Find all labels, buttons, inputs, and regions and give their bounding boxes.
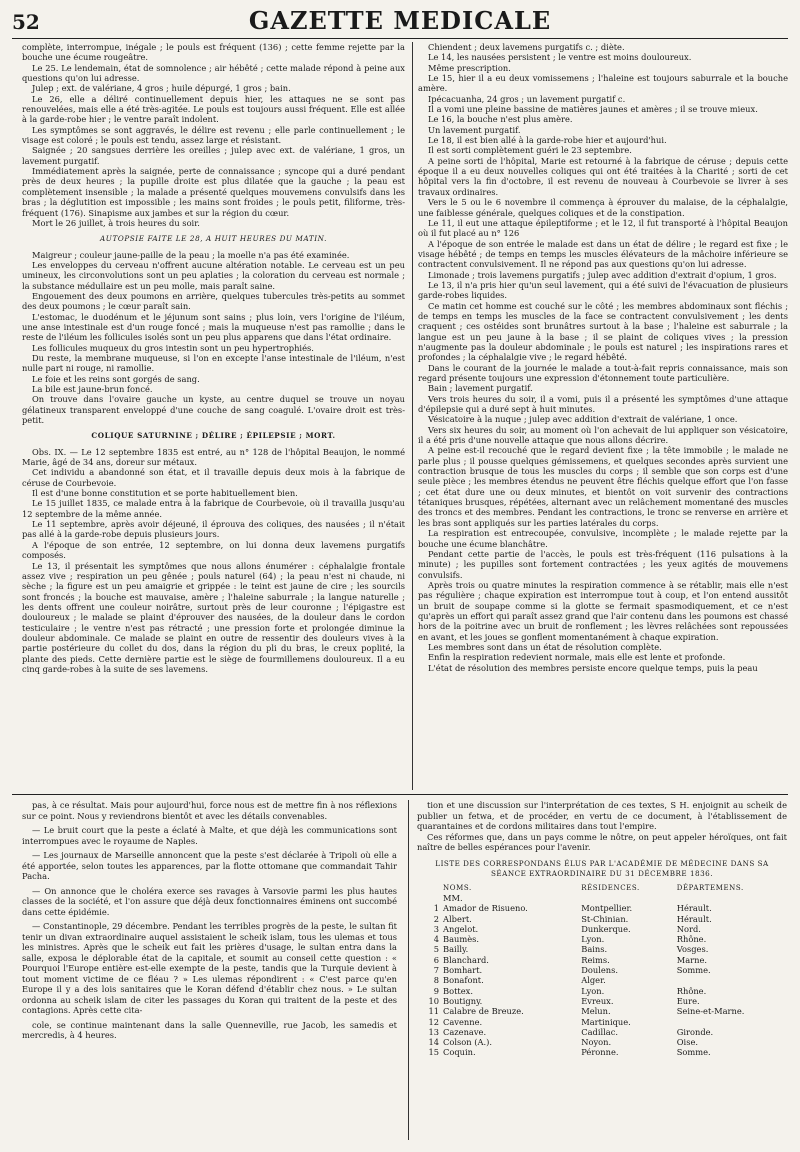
correspondent-department: Somme.: [676, 1047, 711, 1058]
correspondents-rows: [417, 903, 787, 1057]
paragraph: Dans le courant de la journée le malade a tout-à-fait repris connaissance, mais son regard présente toujours une expression d'étonnement toute particulière.: [418, 362, 788, 383]
paragraph: Chiendent ; deux lavemens purgatifs c. ; diète.: [428, 42, 625, 52]
paragraph: Les symptômes se sont aggravés, le délire est revenu ; elle parle continuellement ; le visage est coloré ; le pouls est tendu, assez large et résistant.: [22, 124, 405, 146]
section-rule: [12, 794, 788, 795]
correspondents-table: [417, 881, 787, 1058]
correspondent-residence: Péronne.: [581, 1047, 619, 1058]
correspondent-residence: Doulens.: [581, 965, 619, 976]
paragraph: — Le bruit court que la peste a éclaté à Malte, et que déjà les communications sont interrompues avec le royaume de Naples.: [22, 825, 397, 846]
col-header-residences: RÉSIDENCES.: [581, 883, 640, 892]
paragraph: A l'époque de son entrée, 12 septembre, on lui donna deux lavemens purgatifs composés.: [22, 539, 405, 561]
paragraph: Le 26, elle a déliré continuellement depuis hier, les attaques ne se sont pas renouvelées, mais elle a été très-agitée. Le pouls est toujours aussi fréquent. Elle est allée à la garde-robe hier ; le ventre paraît indolent.: [22, 93, 405, 125]
paragraph: Le 16, la bouche n'est plus amère.: [428, 114, 573, 125]
correspondent-department: Gironde.: [676, 1026, 714, 1037]
correspondent-department: Seine-et-Marne.: [676, 1006, 745, 1017]
paragraph: Maigreur ; couleur jaune-paille de la peau ; la moelle n'a pas été examinée.: [32, 249, 350, 260]
correspondent-department: Vosges.: [676, 944, 709, 955]
paragraph: pas, à ce résultat. Mais pour aujourd'hui, force nous est de mettre fin à nos réflexions sur ce point. Nous y reviendrons bientôt et avec les détails convenables.: [22, 800, 397, 821]
correspondent-name: Bonafont.: [443, 975, 484, 986]
correspondent-department: Rhône.: [676, 934, 707, 945]
paragraph: Le 25. Le lendemain, état de somnolence ; air hébêté ; cette malade répond à peine aux questions qu'on lui adresse.: [22, 62, 405, 84]
correspondent-residence: Alger.: [581, 975, 606, 986]
paragraph: — On annonce que le choléra exerce ses ravages à Varsovie parmi les plus hautes classes de la société, et l'on assure que déjà deux fonctionnaires éminens ont succombé dans cette épidémie.: [22, 885, 397, 917]
paragraph: Il a vomi une pleine bassine de matières jaunes et amères ; il se trouve mieux.: [428, 104, 758, 115]
row-number: 4: [433, 934, 439, 945]
paragraph: Du reste, la membrane muqueuse, si l'on en excepte l'anse intestinale de l'iléum, n'est nulle part ni rouge, ni ramollie.: [22, 352, 405, 374]
correspondent-name: Calabre de Breuze.: [443, 1006, 524, 1017]
paragraph: Les membres sont dans un état de résolution complète.: [428, 641, 662, 652]
left-column-section-a: [22, 42, 405, 228]
row-number: 9: [433, 985, 439, 996]
table-row: [417, 986, 787, 996]
table-row: [417, 1037, 787, 1047]
bottom-column-divider: [408, 800, 409, 1140]
correspondent-residence: Dunkerque.: [581, 923, 631, 934]
paragraph: complète, interrompue, inégale ; le pouls est fréquent (136) ; cette femme rejette par la bouche une écume rougeâtre.: [22, 42, 405, 63]
autopsie-heading: AUTOPSIE FAITE LE 28, A HUIT HEURES DU MATIN.: [100, 234, 327, 244]
paragraph: Vésicatoire à la nuque ; julep avec addition d'extrait de valériane, 1 once.: [428, 414, 738, 425]
paragraph: Le 18, il est bien allé à la garde-robe hier et aujourd'hui.: [428, 135, 667, 146]
row-number: 1: [433, 903, 439, 914]
paragraph: A peine sorti de l'hôpital, Marie est retourné à la fabrique de céruse ; depuis cette époque il a eu deux nouvelles coliques qui ont été traitées à la Charité ; sorti de cet hôpital vers la fin d'octobre, il est revenu de nouveau à Courbevoie se livrer à ses travaux ordinaires.: [418, 155, 788, 197]
paragraph: tion et une discussion sur l'interprétation de ces textes, S H. enjoignit au scheik de publier un fetwa, et de procéder, en vertu de ce document, à l'établissement de quarantaines et de cordons militaires dans tout l'empire.: [417, 800, 787, 831]
correspondent-residence: St-Chinian.: [581, 913, 629, 924]
correspondent-residence: Lyon.: [581, 934, 605, 945]
paragraph: On trouve dans l'ovaire gauche un kyste, au centre duquel se trouve un noyau gélatineux transparent enveloppé d'une couche de sang coagulé. L'ovaire droit est très-petit.: [22, 394, 405, 426]
correspondent-residence: Noyon.: [581, 1037, 612, 1048]
paragraph: L'estomac, le duodénum et le jéjunum sont sains ; plus loin, vers l'origine de l'iléum, une anse intestinale est d'un rouge foncé ; mais la muqueuse n'est pas ramollie ; dans le reste de l'iléum les follicules isolés sont un peu plus apparens que dans l'état ordinaire.: [22, 311, 405, 343]
reform-text: [417, 800, 787, 853]
row-number: 15: [428, 1047, 439, 1058]
paragraph: Les enveloppes du cerveau n'offrent aucune altération notable. Le cerveau est un peu umineux, les circonvolutions sont un peu aplaties ; la coloration du cerveau est normale ; la substance médullaire est un peu molle, mais paraît saine.: [22, 259, 405, 291]
paragraph: Les follicules muqueux du gros intestin sont un peu hypertrophiés.: [32, 342, 314, 353]
paragraph: L'état de résolution des membres persiste encore quelque temps, puis la peau: [428, 662, 758, 673]
paragraph: Ce matin cet homme est couché sur le côté ; les membres abdominaux sont fléchis ; de temps en temps les muscles de la face se contractent convulsivement ; les dents craquent ; ces ostéides sont brunâtres surtout à la base ; l'haleine est saburrale ; la langue est un peu jaune à la base ; il se plaint de coliques vives ; la pression n'augmente pas la douleur abdominale ; le pouls est naturel ; les inspirations rares et profondes ; la céphalalgie vive ; le regard hébêté.: [418, 300, 788, 363]
paragraph: Ces réformes que, dans un pays comme le nôtre, on peut appeler héroïques, ont fait naître de belles espérances pour l'avenir.: [417, 831, 787, 852]
paragraph: La bile est jaune-brun foncé.: [32, 384, 153, 394]
table-row: [417, 996, 787, 1006]
table-row: [417, 903, 787, 913]
table-row: [417, 914, 787, 924]
colique-heading: COLIQUE SATURNINE ; DÉLIRE ; ÉPILEPSIE ; MORT.: [91, 431, 336, 441]
left-column-section-c: [22, 447, 405, 675]
row-number: 14: [428, 1037, 439, 1048]
correspondent-name: Boutigny.: [443, 995, 483, 1006]
correspondent-department: [677, 975, 787, 985]
correspondent-name: Albert.: [443, 913, 472, 924]
table-header-row: [417, 881, 787, 894]
correspondent-residence: Montpellier.: [581, 903, 633, 914]
correspondent-name: Baumès.: [443, 934, 480, 945]
table-row: [417, 1047, 787, 1057]
paragraph: Limonade ; trois lavemens purgatifs ; julep avec addition d'extrait d'opium, 1 gros.: [428, 269, 777, 280]
row-number: 3: [433, 923, 439, 934]
paragraph: Le 15 juillet 1835, ce malade entra à la fabrique de Courbevoie, où il travailla jusqu'au 12 septembre de la même année.: [22, 498, 405, 519]
correspondents-list-title: LISTE DES CORRESPONDANS ÉLUS PAR L'ACADÉMIE DE MÉDECINE DANS SA SÉANCE EXTRAORDINAIRE DU 31 DÉCEMBRE 1836.: [435, 858, 769, 878]
correspondent-department: Oise.: [676, 1037, 698, 1048]
table-row: [417, 975, 787, 985]
correspondent-department: Somme.: [676, 965, 711, 976]
correspondent-name: Cavenne.: [443, 1016, 483, 1027]
paragraph: Le 14, les nausées persistent ; le ventre est moins douloureux.: [428, 52, 692, 63]
correspondent-name: Cazenave.: [443, 1026, 487, 1037]
paragraph: cole, se continue maintenant dans la salle Quenneville, rue Jacob, les samedis et mercredis, à 4 heures.: [22, 1019, 397, 1040]
correspondent-department: Hérault.: [676, 913, 712, 924]
column-divider: [412, 42, 413, 790]
paragraph: Après trois ou quatre minutes la respiration commence à se rétablir, mais elle n'est pas régulière ; chaque expiration est interrompue tout à coup, et l'on entend aussitôt un bruit de soupape comme si la glotte se fermait spasmodiquement, et ce n'est qu'après un effort qui paraît assez grand que l'air contenu dans les poumons est chassé hors de la poitrine avec un bruit de ronflement ; les lèvres relâchées sont repoussées en avant, et les joues se gonflent momentanément à chaque expiration.: [418, 579, 788, 642]
correspondent-residence: Martinique.: [581, 1016, 631, 1027]
paragraph: Le 13, il n'a pris hier qu'un seul lavement, qui a été suivi de l'évacuation de plusieurs garde-robes liquides.: [418, 279, 788, 301]
paragraph: Il est d'une bonne constitution et se porte habituellement bien.: [32, 488, 298, 499]
page-header: [12, 6, 788, 36]
correspondent-department: Rhône.: [676, 985, 707, 996]
col-header-departments: DÉPARTEMENS.: [676, 883, 744, 892]
paragraph: Il est sorti complètement guéri le 23 septembre.: [428, 145, 632, 156]
right-column: [418, 42, 788, 790]
table-row: [417, 1027, 787, 1037]
table-row: [417, 965, 787, 975]
correspondent-name: Blanchard.: [443, 954, 489, 965]
paragraph: Le foie et les reins sont gorgés de sang.: [32, 373, 200, 384]
paragraph: Le 15, hier il a eu deux vomissemens ; l'haleine est toujours saburrale et la bouche amère.: [418, 73, 788, 94]
left-column-section-b: [22, 250, 405, 426]
paragraph: A l'époque de son entrée le malade est dans un état de délire ; le regard est fixe ; le visage hébêté ; de temps en temps les muscles élévateurs de la mâchoire inférieure se contractent convulsivement. Il ne répond pas aux questions qu'on lui adresse.: [418, 238, 788, 270]
right-column-body: [418, 42, 788, 673]
page-number: 52: [12, 10, 40, 34]
col-header-names: NOMS.: [443, 883, 472, 892]
correspondent-name: Coquin.: [443, 1047, 476, 1058]
mm-row: [417, 893, 787, 903]
correspondent-residence: Evreux.: [581, 995, 614, 1006]
paragraph: Le 11, il eut une attaque épileptiforme ; et le 12, il fut transporté à l'hôpital Beaujon où il fut placé au n° 126: [418, 217, 788, 239]
correspondents-column: [417, 800, 787, 1140]
news-column: [22, 800, 397, 1140]
paragraph: Même prescription.: [428, 62, 511, 73]
paragraph: Obs. IX. — Le 12 septembre 1835 est entré, au n° 128 de l'hôpital Beaujon, le nommé Marie, âgé de 34 ans, doreur sur métaux.: [22, 446, 405, 468]
paragraph: Un lavement purgatif.: [428, 124, 521, 135]
paragraph: Cet individu a abandonné son état, et il travaille depuis deux mois à la fabrique de céruse de Courbevoie.: [22, 467, 405, 488]
paragraph: Le 13, il présentait les symptômes que nous allons énumérer : céphalalgie frontale assez vive ; respiration un peu gênée ; pouls naturel (64) ; la peau n'est ni chaude, ni sèche ; la figure est un peu amaigrie et grippée : le teint est jaune de cire ; les sourcils sont froncés ; la bouche est mauvaise, amère ; l'haleine saburrale ; la langue naturelle ; les dents offrent une couleur noirâtre, surtout près de leur couronne ; l'épigastre est douloureux ; le malade se plaint d'éprouver des nausées, de la douleur dans le cordon testiculaire ; le ventre n'est pas rétracté ; une pression forte et prolongée diminue la douleur abdominale. Ce malade se plaint en outre de ressentir des douleurs vives à la partie postérieure du collet du dos, dans la région du pli du bras, le creux poplité, la plante des pieds. Cette dernière partie est le siège de fourmillemens douloureux. Il a eu cinq garde-robes à la suite de ses lavemens.: [22, 560, 405, 674]
paragraph: La respiration est entrecoupée, convulsive, incomplète ; le malade rejette par la bouche une écume blanchâtre.: [418, 528, 788, 549]
paragraph: Julep ; ext. de valériane, 4 gros ; huile dépurgé, 1 gros ; bain.: [32, 83, 291, 94]
paragraph: Le 11 septembre, après avoir déjeuné, il éprouva des coliques, des nausées ; il n'était pas allé à la garde-robe depuis plusieurs jours.: [22, 519, 405, 540]
row-number: 13: [428, 1026, 439, 1037]
correspondent-residence: Lyon.: [581, 985, 605, 996]
table-row: [417, 934, 787, 944]
row-number: 12: [428, 1016, 439, 1027]
correspondent-department: Nord.: [676, 923, 701, 934]
paragraph: Saignée ; 20 sangsues derrière les oreilles ; julep avec ext. de valériane, 1 gros, un lavement purgatif.: [22, 145, 405, 166]
table-row: [417, 955, 787, 965]
paragraph: Vers le 5 ou le 6 novembre il commença à éprouver du malaise, de la céphalalgie, une faiblesse générale, quelques coliques et de la constipation.: [418, 197, 788, 218]
paragraph: — Constantinople, 29 décembre. Pendant les terribles progrès de la peste, le sultan fit tenir un divan extraordinaire auquel assistaient le scheik islam, tous les ulemas et tous les ministres. Après que le scheik eut fait les prières d'usage, le sultan entra dans la salle, exposa le déplorable état de la capitale, et soumit au conseil cette question : « Pourquoi l'Europe entière est-elle exempte de la peste, tandis que la Turquie devient à tout moment victime de ce fléau ? » Les ulemas répondirent : « C'est parce qu'en Europe il y a des lois sanitaires que le Koran défend d'établir chez nous. » Le sultan ordonna au scheik islam de citer les passages du Koran qui traitent de la peste et des contagions. Après cette cita-: [22, 921, 397, 1015]
table-row: [417, 944, 787, 954]
correspondent-department: Hérault.: [676, 903, 712, 914]
correspondent-name: Bottex.: [443, 985, 473, 996]
correspondent-residence: Bains.: [581, 944, 608, 955]
paragraph: Vers trois heures du soir, il a vomi, puis il a présenté les symptômes d'une attaque d'épilepsie qui a duré sept à huit minutes.: [418, 393, 788, 415]
correspondent-department: Marne.: [676, 954, 708, 965]
paragraph: Pendant cette partie de l'accès, le pouls est très-fréquent (116 pulsations à la minute) ; les pupilles sont fortement contractées ; les yeux agités de mouvemens convulsifs.: [418, 548, 788, 580]
correspondent-name: Bailly.: [443, 944, 469, 955]
row-number: 8: [433, 975, 439, 986]
correspondent-residence: Reims.: [581, 954, 610, 965]
row-number: 10: [428, 995, 439, 1006]
news-body: [22, 800, 397, 1041]
correspondent-name: Colson (A.).: [443, 1037, 492, 1048]
paragraph: Vers six heures du soir, au moment où l'on achevait de lui appliquer son vésicatoire, il a été pris d'une nouvelle attaque que nous allons décrire.: [418, 424, 788, 446]
correspondent-name: Bomhart.: [443, 965, 483, 976]
paragraph: Ipécacuanha, 24 gros ; un lavement purgatif c.: [428, 93, 626, 104]
table-row: [417, 1006, 787, 1016]
masthead-title: GAZETTE MEDICALE: [248, 6, 552, 35]
table-row: [417, 1017, 787, 1027]
row-number: 2: [433, 913, 439, 924]
paragraph: Immédiatement après la saignée, perte de connaissance ; syncope qui a duré pendant près de deux heures ; la pupille droite est plus dilatée que la gauche ; la peau est complètement insensible ; la malade a présenté quelques mouvemens convulsifs dans les bras ; la déglutition est impossible ; les mains sont froides ; le pouls petit, filiforme, très-fréquent (176). Sinapisme aux jambes et sur la région du cœur.: [22, 166, 405, 218]
mm-label: MM.: [443, 893, 463, 903]
paragraph: A peine est-il recouché que le regard devient fixe ; la tête immobile ; le malade ne parle plus ; il pousse quelques gémissemens, et quelques secondes après survient une contraction brusque de tous les muscles du corps ; il semble que son corps est d'une seule pièce ; les membres étendus ne peuvent être fléchis quelque effort que l'on fasse ; cet état dure une ou deux minutes, et bientôt on voit survenir des contractions tétaniques brusques, répétées, alternant avec un relâchement momentané des muscles des troncs et des membres. Pendant les contractions, le tronc se renverse en arrière et les bras sont appliqués sur les parties latérales du corps.: [418, 445, 788, 528]
correspondent-residence: Melun.: [581, 1006, 611, 1017]
correspondent-department: [677, 1017, 787, 1027]
correspondent-residence: Cadillac.: [581, 1026, 619, 1037]
paragraph: — Les journaux de Marseille annoncent que la peste s'est déclarée à Tripoli où elle a été apportée, selon toutes les apparences, par la flotte ottomane que commandait Tahir Pacha.: [22, 850, 397, 881]
paragraph: Bain ; lavement purgatif.: [428, 383, 533, 394]
paragraph: Engouement des deux poumons en arrière, quelques tubercules très-petits au sommet des deux poumons ; le cœur paraît sain.: [22, 290, 405, 312]
row-number: 11: [428, 1006, 439, 1017]
header-rule: [12, 38, 788, 39]
paragraph: Mort le 26 juillet, à trois heures du soir.: [32, 217, 200, 228]
correspondent-name: Amador de Risueno.: [443, 903, 528, 914]
correspondent-name: Angelot.: [443, 923, 479, 934]
row-number: 6: [433, 954, 439, 965]
table-row: [417, 924, 787, 934]
paragraph: Enfin la respiration redevient normale, mais elle est lente et profonde.: [428, 652, 726, 663]
left-column: [22, 42, 405, 790]
row-number: 7: [433, 965, 439, 976]
correspondent-department: Eure.: [676, 995, 700, 1006]
row-number: 5: [433, 944, 439, 955]
